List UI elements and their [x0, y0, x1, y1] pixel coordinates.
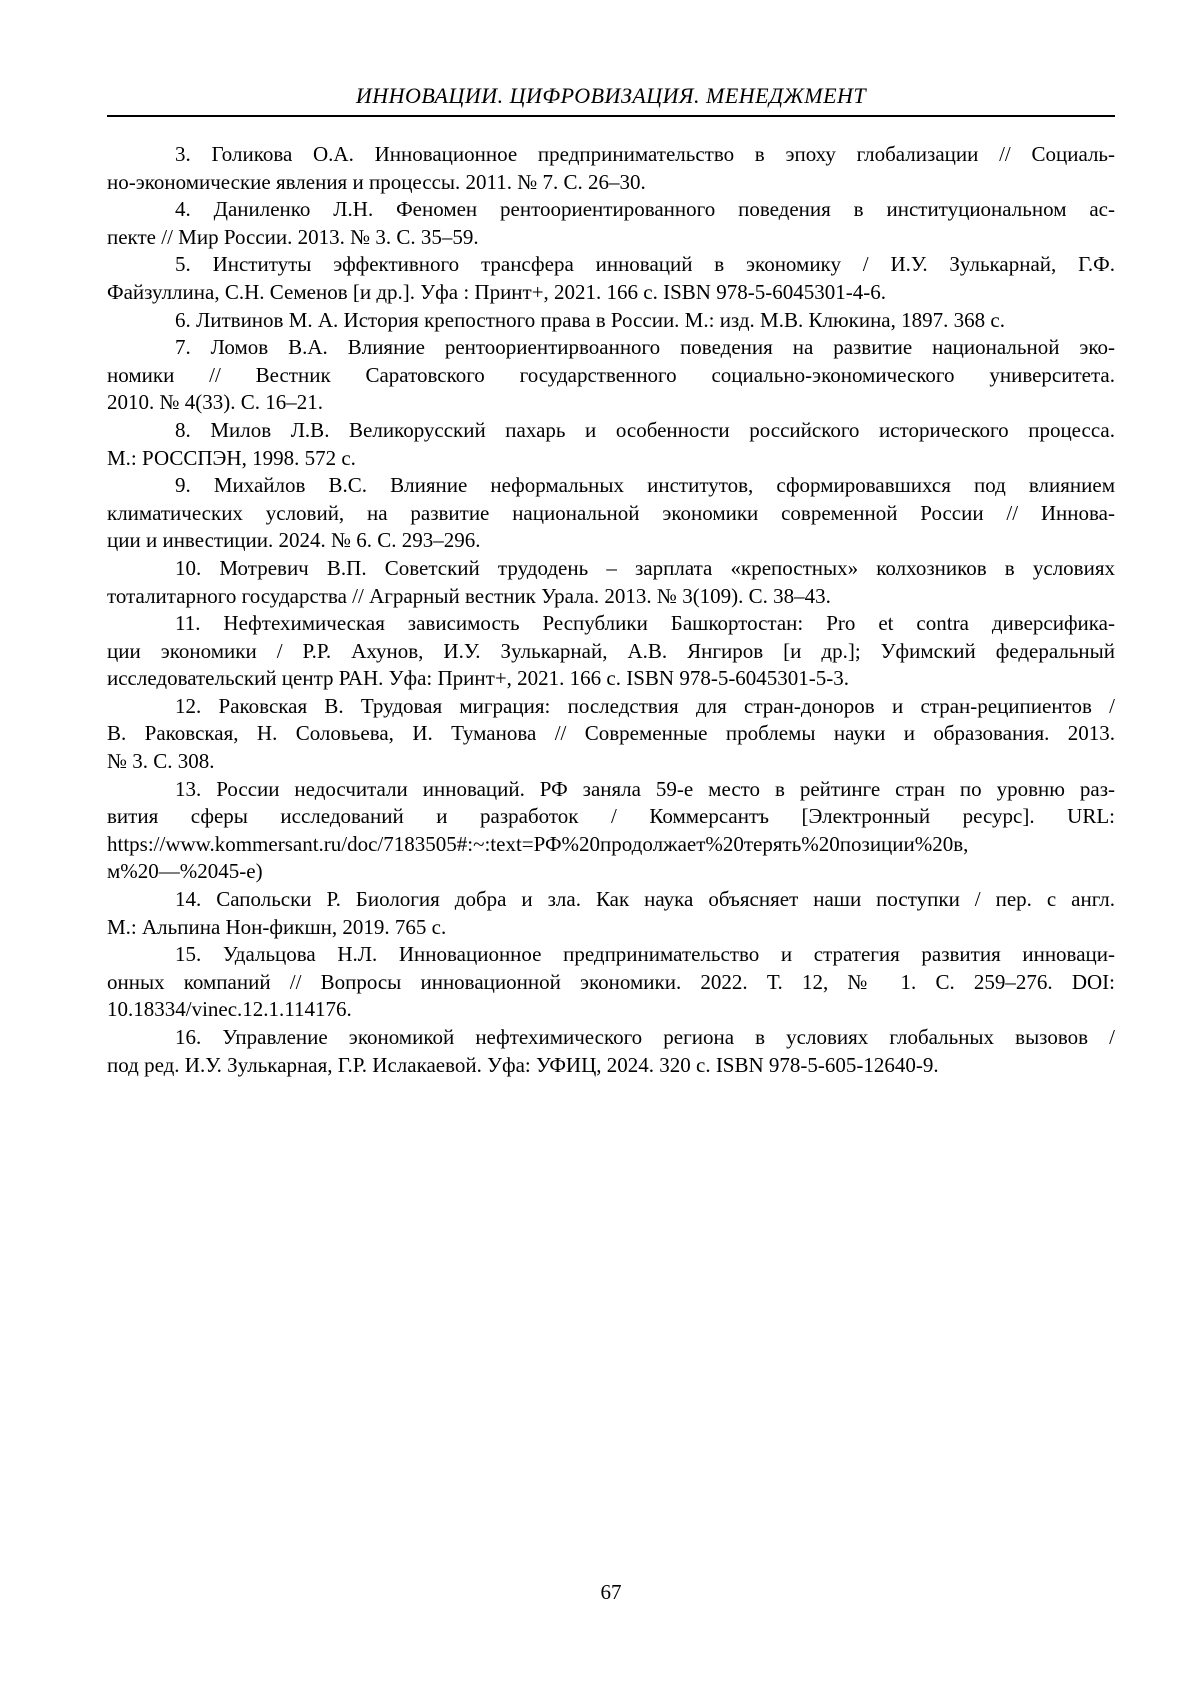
reference-item [107, 417, 1115, 472]
reference-line: ции и инвестиции. 2024. № 6. С. 293–296. [107, 528, 481, 553]
reference-line: под ред. И.У. Зулькарная, Г.Р. Ислакаевой. Уфа: УФИЦ, 2024. 320 с. ISBN 978-5-605-12640-9. [107, 1052, 939, 1077]
reference-line: онных компаний // Вопросы инновационной экономики. 2022. Т. 12, № 1. С. 259–276. DOI: [107, 969, 1115, 994]
reference-item [107, 251, 1115, 306]
reference-line: исследовательский центр РАН. Уфа: Принт+, 2021. 166 с. ISBN 978-5-6045301-5-3. [107, 666, 850, 691]
reference-line: климатических условий, на развитие национальной экономики современной России // Иннова- [107, 500, 1115, 525]
reference-line: 6. Литвинов М. А. История крепостного права в России. М.: изд. М.В. Клюкина, 1897. 368 с. [175, 307, 1005, 332]
reference-line: № 3. С. 308. [107, 749, 215, 774]
reference-item [107, 941, 1115, 1024]
reference-line: тоталитарного государства // Аграрный вестник Урала. 2013. № 3(109). С. 38–43. [107, 583, 831, 608]
reference-line: 16. Управление экономикой нефтехимического региона в условиях глобальных вызовов / [175, 1025, 1115, 1049]
reference-item [107, 776, 1115, 886]
reference-line: 9. Михайлов В.С. Влияние неформальных институтов, сформировавшихся под влиянием [175, 473, 1115, 498]
header-rule [107, 115, 1115, 117]
reference-line: М.: РОССПЭН, 1998. 572 с. [107, 445, 356, 470]
reference-line: 15. Удальцова Н.Л. Инновационное предпринимательство и стратегия развития инноваци- [175, 942, 1115, 967]
reference-line: номики // Вестник Саратовского государственного социально-экономического университета. [107, 362, 1115, 387]
reference-line: но-экономические явления и процессы. 2011. № 7. С. 26–30. [107, 169, 646, 194]
reference-line: 10. Мотревич В.П. Советский трудодень – зарплата «крепостных» колхозников в условиях [175, 555, 1115, 580]
running-head-title: ИННОВАЦИИ. ЦИФРОВИЗАЦИЯ. МЕНЕДЖМЕНТ [355, 83, 867, 108]
reference-line: ции экономики / Р.Р. Ахунов, И.У. Зулькарнай, А.В. Янгиров [и др.]; Уфимский федеральный [107, 638, 1115, 663]
reference-item [107, 334, 1115, 417]
reference-line: 7. Ломов В.А. Влияние рентоориентирвоанного поведения на развитие национальной эко- [175, 335, 1115, 360]
reference-line: https://www.kommersant.ru/doc/7183505#:~:text=РФ%20продолжает%20терять%20позиции%20в, [107, 831, 969, 856]
reference-item [107, 307, 1115, 335]
reference-line: 14. Сапольски Р. Биология добра и зла. Как наука объясняет наши поступки / пер. с англ. [175, 887, 1115, 912]
reference-line: 8. Милов Л.В. Великорусский пахарь и особенности российского исторического процесса. [175, 417, 1115, 442]
reference-line: вития сферы исследований и разработок / Коммерсантъ [Электронный ресурс]. URL: [107, 804, 1115, 829]
reference-line: 11. Нефтехимическая зависимость Республики Башкортостан: Pro et contra диверсифика- [175, 611, 1115, 636]
reference-item [107, 886, 1115, 941]
reference-line: Файзуллина, С.Н. Семенов [и др.]. Уфа : Принт+, 2021. 166 с. ISBN 978-5-6045301-4-6. [107, 279, 886, 304]
reference-item [107, 610, 1115, 693]
reference-item [107, 693, 1115, 776]
reference-line: пекте // Мир России. 2013. № 3. С. 35–59. [107, 224, 479, 249]
reference-line: В. Раковская, Н. Соловьева, И. Туманова // Современные проблемы науки и образования. 2013. [107, 721, 1115, 746]
reference-item [107, 196, 1115, 251]
reference-line: 12. Раковская В. Трудовая миграция: последствия для стран-доноров и стран-реципиентов / [175, 693, 1115, 718]
reference-line: М.: Альпина Нон-фикшн, 2019. 765 с. [107, 914, 447, 939]
reference-item [107, 141, 1115, 196]
reference-line: м%20—%2045-е) [107, 859, 263, 884]
reference-line: 4. Даниленко Л.Н. Феномен рентоориентированного поведения в институциональном ас- [175, 197, 1115, 222]
reference-item [107, 472, 1115, 555]
reference-line: 3. Голикова О.А. Инновационное предпринимательство в эпоху глобализации // Социаль- [175, 142, 1115, 166]
reference-line: 5. Институты эффективного трансфера инноваций в экономику / И.У. Зулькарнай, Г.Ф. [175, 252, 1115, 277]
reference-line: 10.18334/vinec.12.1.114176. [107, 997, 352, 1022]
references-list [107, 141, 1115, 1079]
reference-item [107, 1024, 1115, 1079]
page-number: 67 [600, 1580, 622, 1604]
reference-line: 13. России недосчитали инноваций. РФ заняла 59-е место в рейтинге стран по уровню раз- [175, 776, 1115, 801]
reference-line: 2010. № 4(33). С. 16–21. [107, 390, 324, 415]
reference-item [107, 555, 1115, 610]
